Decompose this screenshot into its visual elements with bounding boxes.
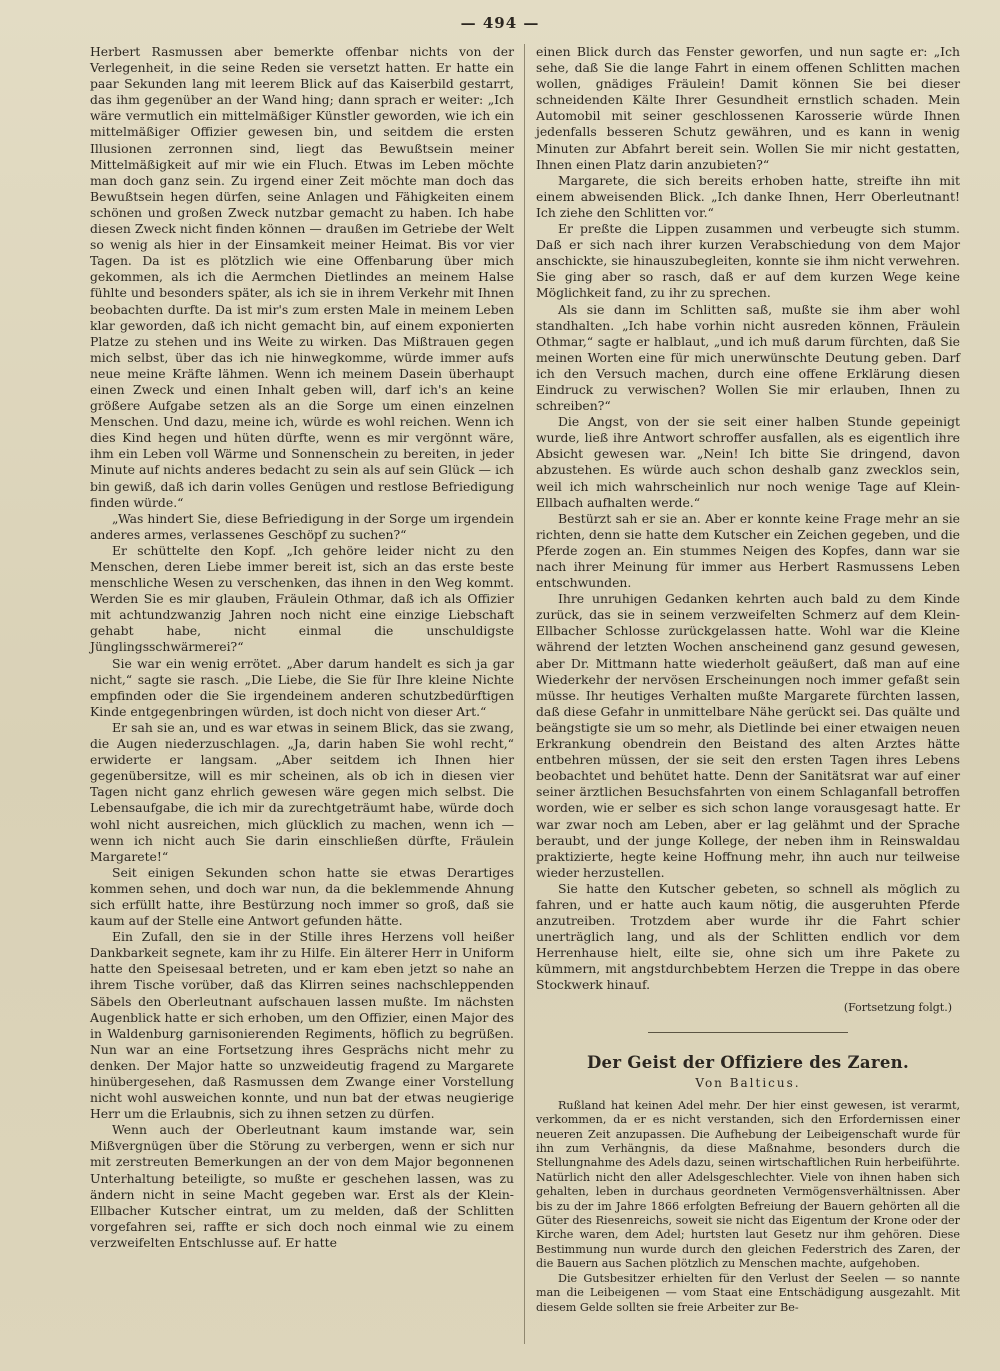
article-byline: Von Balticus. — [695, 1075, 801, 1090]
paragraph: einen Blick durch das Fenster geworfen, und nun sagte er: „Ich sehe, daß Sie die lange Fahrt in einem offenen Schlitten machen wollen, gnädiges Fräulein! Damit können Sie bei dieser schneidenden Kälte Ihrer Gesundheit ernstlich schaden. Mein Automobil mit seiner geschlossenen Karosserie würde Ihnen jedenfalls besseren Schutz gewähren, und es kann in wenig Minuten zur Abfahrt bereit sein. Wollen Sie mir nicht gestatten, Ihnen einen Platz darin anzubieten?“ — [536, 44, 960, 172]
paragraph: Als sie dann im Schlitten saß, mußte sie ihm aber wohl standhalten. „Ich habe vorhin nicht ausreden können, Fräulein Othmar,“ sagte er halblaut, „und ich muß darum fürchten, daß Sie meinen Worten eine für mich unerwünschte Deutung geben. Darf ich den Versuch machen, durch eine offene Erklärung diesen Eindruck zu verwischen? Wollen Sie mir erlauben, Ihnen zu schreiben?“ — [536, 301, 960, 414]
paragraph: Ein Zufall, den sie in der Stille ihres Herzens voll heißer Dankbarkeit segnete, kam ihr zu Hilfe. Ein älterer Herr in Uniform hatte den Speisesaal betreten, und er kam eben jetzt so nahe an ihrem Tische vorüber, daß das Klirren seines nachschleppenden Säbels den Oberleutnant aufschauen lassen mußte. Im nächsten Augenblick hatte er sich erhoben, um den Offizier, einen Major des in Waldenburg garnisonierenden Regiments, höflich zu begrüßen. Nun war an eine Fortsetzung ihres Gesprächs nicht mehr zu denken. Der Major hatte so unzweideutig fragend zu Margarete hinübergesehen, daß Rasmussen dem Zwange einer Vorstellung nicht wohl ausweichen konnte, und nun bat der etwas neugierige Herr um die Erlaubnis, sich zu ihnen setzen zu dürfen. — [90, 929, 514, 1122]
paragraph: Margarete, die sich bereits erhoben hatte, streifte ihn mit einem abweisenden Blick. „Ich danke Ihnen, Herr Oberleutnant! Ich ziehe den Schlitten vor.“ — [536, 172, 960, 220]
article-title: Der Geist der Offiziere des Zaren. — [586, 1052, 910, 1072]
article-paragraph: Die Gutsbesitzer erhielten für den Verlust der Seelen — so nannte man die Leibeigenen — vom Staat eine Entschädigung ausgezahlt. Mit diesem Gelde sollten sie freie Arbeiter zur Be- — [536, 1271, 960, 1314]
paragraph: Ihre unruhigen Gedanken kehrten auch bald zu dem Kinde zurück, das sie in seinem verzweifelten Schmerz auf dem Klein-Ellbacher Schlosse zurückgelassen hatte. Wohl war die Kleine während der letzten Wochen anscheinend ganz gesund gewesen, aber Dr. Mittmann hatte wiederholt geäußert, daß man auf eine Wiederkehr der nervösen Erscheinungen noch immer gefaßt sein müsse. Ihr heutiges Verhalten mußte Margarete fürchten lassen, daß diese Gefahr in unmittelbare Nähe gerückt sei. Das quälte und beängstigte sie um so mehr, als Dietlinde bei einer etwaigen neuen Erkrankung obendrein den Beistand des alten Arztes hätte entbehren müssen, der sie seit den ersten Tagen ihres Lebens beobachtet und behütet hatte. Denn der Sanitätsrat war auf einer seiner ärztlichen Besuchsfahrten von einem Schlaganfall betroffen worden, wie er selber es sich schon lange vorausgesagt hatte. Er war zwar noch am Leben, aber er lag gelähmt und der Sprache beraubt, und der junge Kollege, der neben ihm in Reinswaldau praktizierte, hegte keine Hoffnung mehr, ihn auch nur teilweise wieder herzustellen. — [536, 591, 960, 880]
paragraph: Sie war ein wenig errötet. „Aber darum handelt es sich ja gar nicht,“ sagte sie rasch. „Die Liebe, die Sie für Ihre kleine Nichte empfinden oder die Sie irgendeinem anderen schutzbedürftigen Kinde entgegenbringen würden, ist doch nicht von dieser Art.“ — [90, 655, 514, 719]
paragraph: Bestürzt sah er sie an. Aber er konnte keine Frage mehr an sie richten, denn sie hatte dem Kutscher ein Zeichen gegeben, und die Pferde zogen an. Ein stummes Neigen des Kopfes, dann war sie nach ihrer Meinung für immer aus Herbert Rasmussens Leben entschwunden. — [536, 510, 960, 591]
left-column — [90, 44, 514, 1251]
column-divider — [524, 44, 525, 1344]
section-divider — [648, 1032, 848, 1033]
paragraph: Sie hatte den Kutscher gebeten, so schnell als möglich zu fahren, und er hatte auch kaum nötig, die ausgeruhten Pferde anzutreiben. Trotzdem aber wurde ihr die Fahrt schier unerträglich lang, und als der Schlitten endlich vor dem Herrenhause hielt, eilte sie, ohne sich um ihre Pakete zu kümmern, mit angstdurchbebtem Herzen die Treppe in das obere Stockwerk hinauf. — [536, 880, 960, 993]
paragraph: „Was hindert Sie, diese Befriedigung in der Sorge um irgendein anderes armes, verlassenes Geschöpf zu suchen?“ — [90, 510, 514, 542]
right-column — [536, 44, 960, 1315]
continuation-note: (Fortsetzung folgt.) — [843, 1000, 952, 1014]
paragraph: Wenn auch der Oberleutnant kaum imstande war, sein Mißvergnügen über die Störung zu verbergen, wenn er sich nur mit zerstreuten Bemerkungen an der von dem Major begonnenen Unterhaltung beteiligte, so mußte er geschehen lassen, was zu ändern nicht in seine Macht gegeben war. Erst als der Klein-Ellbacher Kutscher eintrat, um zu melden, daß der Schlitten vorgefahren sei, raffte er sich doch noch einmal wie zu einem verzweifelten Entschlusse auf. Er hatte — [90, 1122, 514, 1250]
paragraph: Er sah sie an, und es war etwas in seinem Blick, das sie zwang, die Augen niederzuschlagen. „Ja, darin haben Sie wohl recht,“ erwiderte er langsam. „Aber seitdem ich Ihnen hier gegenübersitze, will es mir scheinen, als ob ich in diesen vier Tagen nicht ganz ehrlich gewesen wäre gegen mich selbst. Die Lebensaufgabe, die ich mir da zurechtgeträumt habe, würde doch wohl nicht ausreichen, mich glücklich zu machen, wenn ich — wenn ich nicht auch Sie darin einschließen dürfte, Fräulein Margarete!“ — [90, 719, 514, 864]
article-paragraph: Rußland hat keinen Adel mehr. Der hier einst gewesen, ist verarmt, verkommen, da er es nicht verstanden, sich den Erfordernissen einer neueren Zeit anzupassen. Die Aufhebung der Leibeigenschaft wurde für ihn zum Verhängnis, da diese Maßnahme, besonders durch die Stellungnahme des Adels dazu, seinen wirtschaftlichen Ruin herbeiführte. Natürlich nicht den aller Adelsgeschlechter. Viele von ihnen haben sich gehalten, leben in durchaus geordneten Vermögensverhältnissen. Aber bis zu der im Jahre 1866 erfolgten Befreiung der Bauern gehörten all die Güter des Riesenreichs, soweit sie nicht das Eigentum der Krone oder der Kirche waren, dem Adel; hurtsten laut Gesetz nur ihm gehören. Diese Bestimmung nun wurde durch den gleichen Federstrich des Zaren, der die Bauern aus Sachen plötzlich zu Menschen machte, aufgehoben. — [536, 1098, 960, 1271]
paragraph: Herbert Rasmussen aber bemerkte offenbar nichts von der Verlegenheit, in die seine Reden sie versetzt hatten. Er hatte ein paar Sekunden lang mit leerem Blick auf das Kaiserbild gestarrt, das ihm gegenüber an der Wand hing; dann sprach er weiter: „Ich wäre vermutlich ein mittelmäßiger Künstler geworden, wie ich ein mittelmäßiger Offizier gewesen bin, und seitdem die ersten Illusionen zerronnen sind, liegt das Bewußtsein meiner Mittelmäßigkeit auf mir wie ein Fluch. Etwas im Leben möchte man doch ganz sein. Zu irgend einer Zeit möchte man doch das Bewußtsein hegen dürfen, seine Anlagen und Fähigkeiten einem schönen und großen Zweck nutzbar gemacht zu haben. Ich habe diesen Zweck nicht finden können — draußen im Getriebe der Welt so wenig als hier in der Einsamkeit meiner Heimat. Bis vor vier Tagen. Da ist es plötzlich wie eine Offenbarung über mich gekommen, als ich die Aermchen Dietlindes an meinem Halse fühlte und besonders später, als ich sie in ihrem Verkehr mit Ihnen beobachten durfte. Da ist mir's zum ersten Male in meinem Leben klar geworden, daß ich nicht gemacht bin, auf einem exponierten Platze zu stehen und ins Weite zu wirken. Das Mißtrauen gegen mich selbst, über das ich nie hinwegkomme, würde immer aufs neue meine Kräfte lähmen. Wenn ich meinem Dasein überhaupt einen Zweck und einen Inhalt geben will, darf ich's an keine größere Aufgabe setzen als an die Sorge um einen einzelnen Menschen. Und dazu, meine ich, würde es wohl reichen. Wenn ich dies Kind hegen und hüten dürfte, wenn es mir vergönnt wäre, ihm ein Leben voll Wärme und Sonnenschein zu bereiten, in jeder Minute auf nichts anderes bedacht zu sein als auf sein Glück — ich bin gewiß, daß ich darin volles Genügen und restlose Befriedigung finden würde.“ — [90, 44, 514, 510]
paragraph: Seit einigen Sekunden schon hatte sie etwas Derartiges kommen sehen, und doch war nun, da die beklemmende Ahnung sich erfüllt hatte, ihre Bestürzung noch immer so groß, daß sie kaum auf der Stelle eine Antwort gefunden hätte. — [90, 864, 514, 929]
paragraph: Die Angst, von der sie seit einer halben Stunde gepeinigt wurde, ließ ihre Antwort schroffer ausfallen, als es eigentlich ihre Absicht gewesen war. „Nein! Ich bitte Sie dringend, davon abzustehen. Es würde auch schon deshalb ganz zwecklos sein, weil ich mich wahrscheinlich nur noch wenige Tage auf Klein-Ellbach aufhalten werde.“ — [536, 414, 960, 510]
page-number: — 494 — — [460, 14, 540, 32]
paragraph: Er preßte die Lippen zusammen und verbeugte sich stumm. Daß er sich nach ihrer kurzen Verabschiedung von dem Major anschickte, sie hinauszubegleiten, konnte sie ihm nicht verwehren. Sie ging aber so rasch, daß er auf dem kurzen Wege keine Möglichkeit fand, zu ihr zu sprechen. — [536, 221, 960, 301]
paragraph: Er schüttelte den Kopf. „Ich gehöre leider nicht zu den Menschen, deren Liebe immer bereit ist, sich an das erste beste menschliche Wesen zu verschenken, das ihnen in den Weg kommt. Werden Sie es mir glauben, Fräulein Othmar, daß ich als Offizier mit achtundzwanzig Jahren noch nicht eine einzige Liebschaft gehabt habe, nicht einmal die unschuldigste Jünglingsschwärmerei?“ — [90, 542, 514, 655]
